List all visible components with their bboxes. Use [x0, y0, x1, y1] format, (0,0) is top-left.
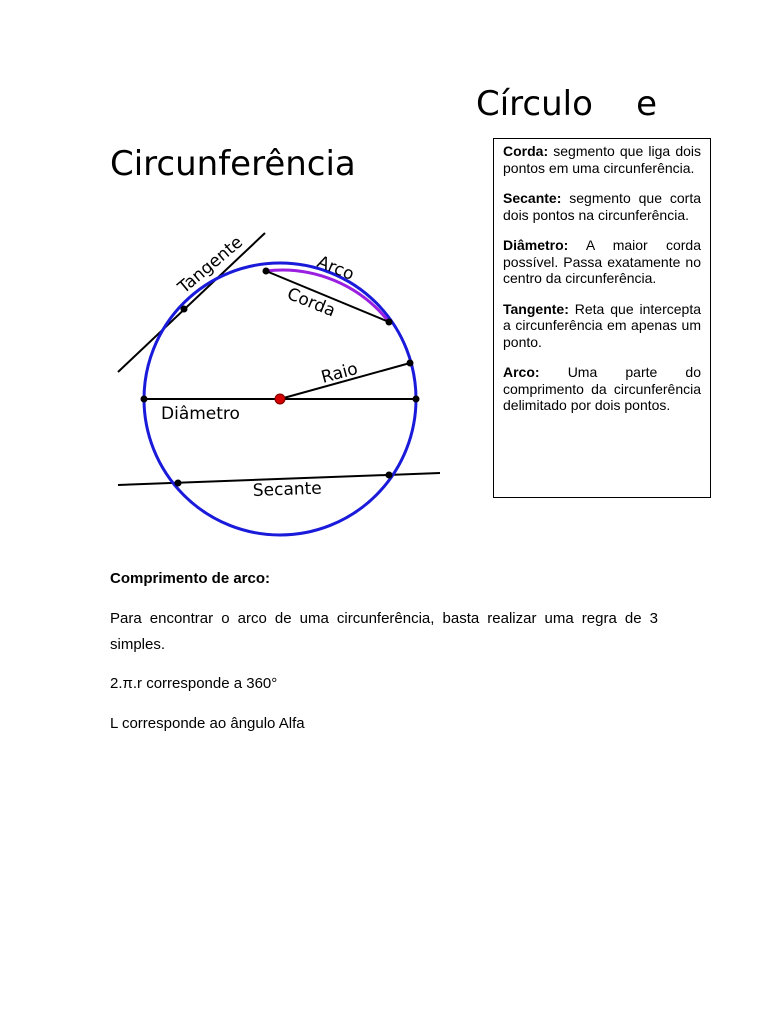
definition-corda [503, 143, 701, 176]
radius-endpoint [407, 360, 414, 367]
definition-secante [503, 190, 701, 223]
center-point [275, 394, 285, 404]
diameter-label: Diâmetro [161, 404, 240, 424]
secant-point-right [386, 472, 393, 479]
tangent-point [181, 306, 188, 313]
title-second-line: Circunferência [110, 144, 356, 184]
paragraph: Para encontrar o arco de uma circunferência, basta realizar uma regra de 3 simples. [110, 610, 658, 653]
arc-label: Arco [314, 252, 357, 285]
definition-term: Corda: [503, 143, 549, 159]
section-heading: Comprimento de arco: [110, 570, 271, 587]
paragraph: L corresponde ao ângulo Alfa [110, 715, 305, 732]
tangent-label: Tangente [174, 232, 247, 298]
secant-label: Secante [252, 478, 323, 501]
definition-term: Arco: [503, 364, 540, 380]
definition-diametro [503, 237, 701, 287]
diameter-endpoint-right [413, 396, 420, 403]
definition-text: segmento que corta dois pontos na circunferência. [503, 190, 701, 223]
diameter-endpoint-left [141, 396, 148, 403]
radius-label: Raio [319, 358, 361, 388]
definition-tangente [503, 301, 701, 351]
circle-diagram [110, 222, 450, 544]
tangent-line [118, 233, 265, 372]
chord-endpoint-b [386, 319, 393, 326]
definition-text: Reta que intercepta a circunferência em apenas um ponto. [503, 300, 701, 350]
definitions-box [493, 138, 711, 498]
definition-text: Uma parte do comprimento da circunferência delimitado por dois pontos. [503, 364, 701, 413]
secant-point-left [175, 480, 182, 487]
chord-label: Corda [284, 284, 339, 322]
title-first-line: Círculo e [476, 84, 658, 124]
definition-term: Tangente: [503, 300, 569, 317]
definition-term: Secante: [503, 190, 562, 206]
paragraph: 2.π.r corresponde a 360° [110, 675, 278, 692]
definition-text: segmento que liga dois pontos em uma circunferência. [503, 143, 701, 176]
definition-text: A maior corda possível. Passa exatamente no centro da circunferência. [503, 237, 701, 286]
definition-term: Diâmetro: [503, 237, 569, 253]
definition-arco [503, 364, 701, 414]
chord-endpoint-a [263, 268, 270, 275]
